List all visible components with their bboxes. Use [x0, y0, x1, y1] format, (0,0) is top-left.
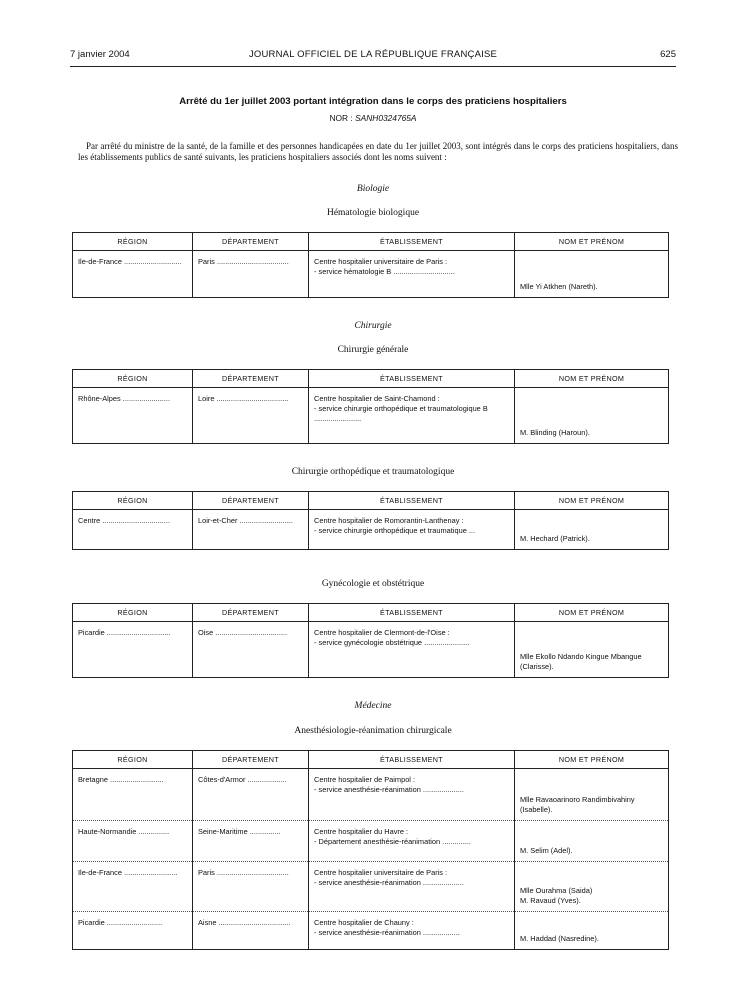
specialty-heading-hematologie: Hématologie biologique	[326, 208, 420, 218]
cell-service: - service chirurgie orthopédique et traumatique	[314, 526, 467, 535]
table-chirurgie-generale	[72, 369, 669, 444]
col-header-region: RÉGION	[73, 370, 193, 388]
table-row: Haute-Normandie ............... Seine-Maritime ............... Centre hospitalier du Havre : - Département anesthésie-réanimation .............. M. Selim (Adel).	[73, 821, 669, 862]
cell-nom: Mlle Ourahma (Saida)	[520, 886, 593, 895]
cell-departement: Côtes-d'Armor	[198, 775, 246, 784]
header-journal: JOURNAL OFFICIEL DE LA RÉPUBLIQUE FRANÇAISE	[248, 49, 498, 60]
header-rule	[70, 66, 676, 67]
cell-service: - service hématologie B	[314, 267, 392, 276]
cell-region: Picardie	[78, 918, 105, 927]
cell-centre: Centre hospitalier universitaire de Paris :	[314, 868, 448, 877]
cell-nom: M. Hechard (Patrick).	[520, 534, 590, 543]
specialty-heading-gynecologie: Gynécologie et obstétrique	[321, 579, 425, 589]
cell-centre: Centre hospitalier de Saint-Chamond :	[314, 394, 440, 403]
col-header-etablissement: ÉTABLISSEMENT	[309, 370, 515, 388]
nor-label: NOR :	[329, 113, 353, 123]
table-row: Ile-de-France ............................ Paris ................................... Centre hospitalier universitaire de Paris : - service hématologie B .............................. Mlle Yi Atkhen (Nareth).	[73, 251, 669, 298]
cell-nom: Mlle Ravaoarinoro Randimbivahiny (Isabelle).	[520, 795, 635, 814]
specialty-heading-chirurgie-ortho: Chirurgie orthopédique et traumatologique	[291, 467, 455, 477]
cell-region: Ile-de-France	[78, 868, 122, 877]
col-header-etablissement: ÉTABLISSEMENT	[309, 233, 515, 251]
col-header-region: RÉGION	[73, 492, 193, 510]
cell-departement: Aisne	[198, 918, 217, 927]
cell-centre: Centre hospitalier de Romorantin-Lanthenay :	[314, 516, 464, 525]
specialty-heading-anesthesiologie: Anesthésiologie-réanimation chirurgicale	[294, 726, 452, 736]
col-header-departement: DÉPARTEMENT	[193, 604, 309, 622]
header-date: 7 janvier 2004	[70, 49, 130, 60]
col-header-departement: DÉPARTEMENT	[193, 751, 309, 769]
cell-service: - Département anesthésie-réanimation	[314, 837, 441, 846]
cell-nom: Mlle Yi Atkhen (Nareth).	[520, 282, 598, 291]
table-chirurgie-ortho	[72, 491, 669, 550]
cell-region: Rhône-Alpes	[78, 394, 121, 403]
cell-service: - service anesthésie-réanimation	[314, 928, 421, 937]
cell-departement: Oise	[198, 628, 214, 637]
col-header-nom: NOM ET PRÉNOM	[515, 751, 669, 769]
cell-nom: M. Blinding (Haroun).	[520, 428, 590, 437]
cell-departement: Paris	[198, 868, 215, 877]
section-heading-medecine: Médecine	[354, 701, 392, 711]
cell-nom: M. Haddad (Nasredine).	[520, 934, 599, 943]
col-header-region: RÉGION	[73, 751, 193, 769]
col-header-nom: NOM ET PRÉNOM	[515, 233, 669, 251]
cell-nom-second: M. Ravaud (Yves).	[520, 896, 581, 905]
cell-service: - service anesthésie-réanimation	[314, 878, 421, 887]
cell-service: - service gynécologie obstétrique	[314, 638, 423, 647]
col-header-departement: DÉPARTEMENT	[193, 370, 309, 388]
col-header-etablissement: ÉTABLISSEMENT	[309, 492, 515, 510]
table-row: Ile-de-France .......................... Paris ................................... Centre hospitalier universitaire de Paris : - service anesthésie-réanimation .................... Mlle Ourahma (Saida) M. Ravaud (Yves).	[73, 862, 669, 912]
cell-service: - service anesthésie-réanimation	[314, 785, 421, 794]
cell-nom: Mlle Ekollo Ndando Kingue Mbangue (Clarisse).	[520, 652, 642, 671]
specialty-heading-chirurgie-generale: Chirurgie générale	[337, 345, 409, 355]
table-row: Picardie ........................... Aisne ................................... Centre hospitalier de Chauny : - service anesthésie-réanimation .................. M. Haddad (Nasredine).	[73, 912, 669, 950]
cell-departement: Loire	[198, 394, 215, 403]
section-heading-chirurgie: Chirurgie	[354, 321, 392, 331]
cell-departement: Paris	[198, 257, 215, 266]
table-gynecologie	[72, 603, 669, 678]
table-anesthesiologie	[72, 750, 669, 950]
cell-departement: Seine-Maritime	[198, 827, 248, 836]
intro-paragraph: Par arrêté du ministre de la santé, de la famille et des personnes handicapées en date du 1er juillet 2003, sont intégrés dans le corps des praticiens hospitaliers, dans les établissements publics de santé suivants, les praticiens hospitaliers associés dont les noms suivent :	[78, 141, 678, 162]
col-header-departement: DÉPARTEMENT	[193, 492, 309, 510]
col-header-region: RÉGION	[73, 604, 193, 622]
section-heading-biologie: Biologie	[356, 184, 390, 194]
table-row: Rhône-Alpes ....................... Loire ................................... Centre hospitalier de Saint-Chamond : - service chirurgie orthopédique et traumatologique B ....................... M. Blinding (Haroun).	[73, 388, 669, 444]
table-row: Bretagne .......................... Côtes-d'Armor ................... Centre hospitalier de Paimpol : - service anesthésie-réanimation .................... Mlle Ravaoarinoro Randimbivahiny (Isabelle).	[73, 769, 669, 821]
table-row: Centre ................................. Loir-et-Cher .......................... Centre hospitalier de Romorantin-Lanthenay : - service chirurgie orthopédique et traumatique ... M. Hechard (Patrick).	[73, 510, 669, 550]
table-row: Picardie ............................... Oise ................................... Centre hospitalier de Clermont-de-l'Oise : - service gynécologie obstétrique ...................... Mlle Ekollo Ndando Kingue Mbangue (Clarisse).	[73, 622, 669, 678]
nor-reference	[70, 113, 676, 123]
table-hematologie	[72, 232, 669, 298]
col-header-nom: NOM ET PRÉNOM	[515, 492, 669, 510]
cell-centre: Centre hospitalier universitaire de Paris :	[314, 257, 448, 266]
col-header-nom: NOM ET PRÉNOM	[515, 604, 669, 622]
col-header-nom: NOM ET PRÉNOM	[515, 370, 669, 388]
cell-centre: Centre hospitalier de Chauny :	[314, 918, 414, 927]
cell-region: Ile-de-France	[78, 257, 122, 266]
nor-code: SANH0324765A	[355, 113, 417, 123]
col-header-etablissement: ÉTABLISSEMENT	[309, 751, 515, 769]
cell-departement: Loir-et-Cher	[198, 516, 238, 525]
cell-region: Haute-Normandie	[78, 827, 137, 836]
col-header-region: RÉGION	[73, 233, 193, 251]
col-header-departement: DÉPARTEMENT	[193, 233, 309, 251]
cell-centre: Centre hospitalier de Clermont-de-l'Oise :	[314, 628, 450, 637]
cell-centre: Centre hospitalier du Havre :	[314, 827, 409, 836]
cell-region: Picardie	[78, 628, 105, 637]
cell-region: Bretagne	[78, 775, 108, 784]
cell-nom: M. Selim (Adel).	[520, 846, 573, 855]
running-header	[70, 49, 676, 63]
cell-service: - service chirurgie orthopédique et traumatologique B	[314, 404, 488, 413]
cell-region: Centre	[78, 516, 101, 525]
header-page-number: 625	[660, 49, 676, 60]
cell-centre: Centre hospitalier de Paimpol :	[314, 775, 416, 784]
decree-title: Arrêté du 1er juillet 2003 portant intégration dans le corps des praticiens hospitaliers	[179, 96, 567, 107]
col-header-etablissement: ÉTABLISSEMENT	[309, 604, 515, 622]
